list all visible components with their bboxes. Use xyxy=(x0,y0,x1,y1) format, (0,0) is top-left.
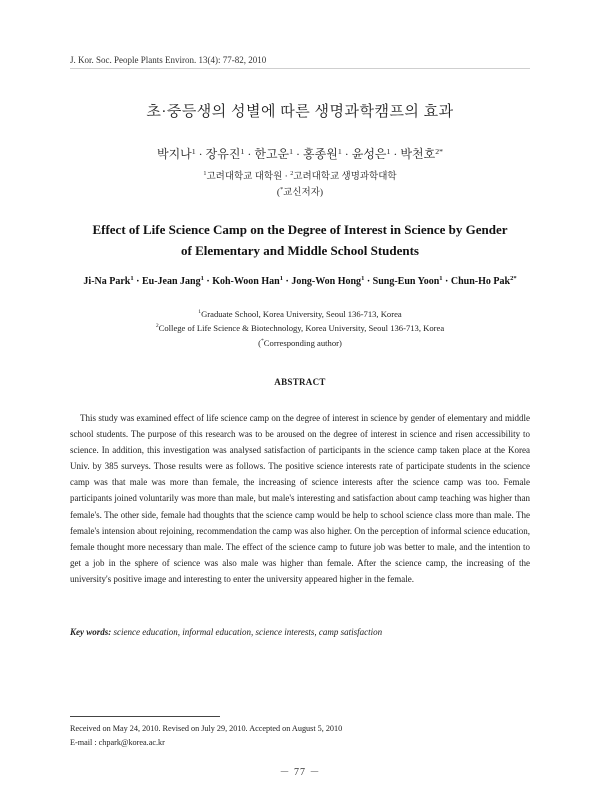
author-sup: 1 xyxy=(130,275,134,282)
corresponding-sup: * xyxy=(280,187,284,193)
running-head: J. Kor. Soc. People Plants Environ. 13(4): 77-82, 2010 xyxy=(70,55,267,65)
page-number: － 77 － xyxy=(279,767,321,778)
english-author: Jong-Won Hong xyxy=(291,276,362,287)
corresponding-sup: * xyxy=(261,338,264,344)
footnote-rule xyxy=(70,716,220,717)
keywords-line xyxy=(70,627,530,637)
affiliation-sup: 2 xyxy=(290,171,294,177)
keywords-label: Key words: xyxy=(70,627,112,637)
english-author: Chun-Ho Pak xyxy=(450,276,511,287)
author-sup: 1 xyxy=(439,275,443,282)
korean-author: 한고운 xyxy=(254,147,290,161)
keywords-text: science education, informal education, science interests, camp satisfaction xyxy=(113,627,383,637)
korean-corresponding-note: (*교신저자) xyxy=(276,187,324,198)
english-corresponding-note: (*Corresponding author) xyxy=(258,338,342,348)
english-author-list: Ji-Na Park$^1$ · Eu-Jean Jang$^1$ · Koh-Woon Han$^1$ · Jong-Won Hong$^1$ · Sung-Eun Yoon$^1$ · Chun-Ho Pak$^{2*}$ xyxy=(83,275,517,287)
email-note: E-mail : chpark@korea.ac.kr xyxy=(70,738,165,747)
affiliation-sup: 1 xyxy=(203,171,207,177)
abstract-heading: ABSTRACT xyxy=(274,377,326,387)
author-sup: 1 xyxy=(361,275,365,282)
affiliation-text: College of Life Science & Biotechnology, Korea University, Seoul 136-713, Korea xyxy=(158,323,445,333)
header-rule xyxy=(70,68,530,69)
english-title xyxy=(70,219,530,261)
affiliation-sup: 1 xyxy=(198,309,202,315)
korean-author: 장유진 xyxy=(205,147,241,161)
english-title-line: Effect of Life Science Camp on the Degree of Interest in Science by Gender xyxy=(92,222,508,237)
author-separator: · xyxy=(195,147,206,161)
corresponding-text: 교신저자 xyxy=(283,188,320,198)
affiliation-sup: 2 xyxy=(155,323,159,329)
english-affiliation xyxy=(0,309,600,319)
affiliation-text: Graduate School, Korea University, Seoul 136-713, Korea xyxy=(201,309,402,319)
author-sup: 1 xyxy=(289,147,294,156)
author-sup: 1 xyxy=(279,275,283,282)
abstract-body: This study was examined effect of life science camp on the degree of interest in science by gender of elementary and middle school students. The purpose of this research was to be aroused on the degree of interest in science and risen accessibility to science. In addition, this investigation was analysed satisfaction of participants in the science camp taken place at the Korea Univ. by 385 surveys. Those results were as follows. The positive science interests rate of participate students in the science camp was that male was more than female, the increasing of science interests after the science camp was too. Female participants joined voluntarily was more than male, but male's interesting and satisfaction about camp teaching was higher than female's. The other side, female had thoughts that the science camp would be help to school science class more than male. The female's intension about rejoining, recommendation the camp was also higher. On the perception of informal science education, female thought more necessary than male. The effect of the science camp to future job was better to male, and the intention to get a job in the sphere of science was also male was higher than female. After the science camp, the increasing of the university's positive image and interesting to enter the university appeared higher in the female. xyxy=(70,413,530,584)
affiliation-text: 고려대학교 생명과학대학 xyxy=(293,172,397,182)
author-sup: 1 xyxy=(386,147,391,156)
korean-title: 초·중등생의 성별에 따른 생명과학캠프의 효과 xyxy=(146,104,454,120)
author-sup: 1 xyxy=(200,275,204,282)
author-sup: 2* xyxy=(510,275,517,282)
korean-author-list xyxy=(0,145,600,162)
english-author: Eu-Jean Jang xyxy=(141,276,201,287)
english-author: Sung-Eun Yoon xyxy=(372,276,440,287)
author-separator: · xyxy=(293,147,304,161)
affiliation-text: 고려대학교 대학원 · xyxy=(206,172,291,182)
author-sup: 1 xyxy=(240,147,245,156)
author-sup: 1 xyxy=(337,147,342,156)
english-author: Ji-Na Park xyxy=(83,276,131,287)
author-separator: · xyxy=(244,147,255,161)
korean-author: 홍종원 xyxy=(303,147,338,161)
author-separator: · xyxy=(390,147,401,161)
author-sup: 2* xyxy=(435,147,443,156)
english-affiliation xyxy=(0,323,600,333)
korean-author: 윤성은 xyxy=(351,147,387,161)
korean-author: 박지나 xyxy=(156,147,192,161)
author-sup: 1 xyxy=(191,147,196,156)
english-title-line: of Elementary and Middle School Students xyxy=(181,243,419,258)
korean-author: 박천호 xyxy=(400,147,436,161)
author-separator: · xyxy=(341,147,352,161)
received-dates: Received on May 24, 2010. Revised on July 29, 2010. Accepted on August 5, 2010 xyxy=(70,724,343,733)
corresponding-text: Corresponding author xyxy=(263,338,339,348)
english-author: Koh-Woon Han xyxy=(212,276,280,287)
korean-affiliation xyxy=(0,168,600,182)
